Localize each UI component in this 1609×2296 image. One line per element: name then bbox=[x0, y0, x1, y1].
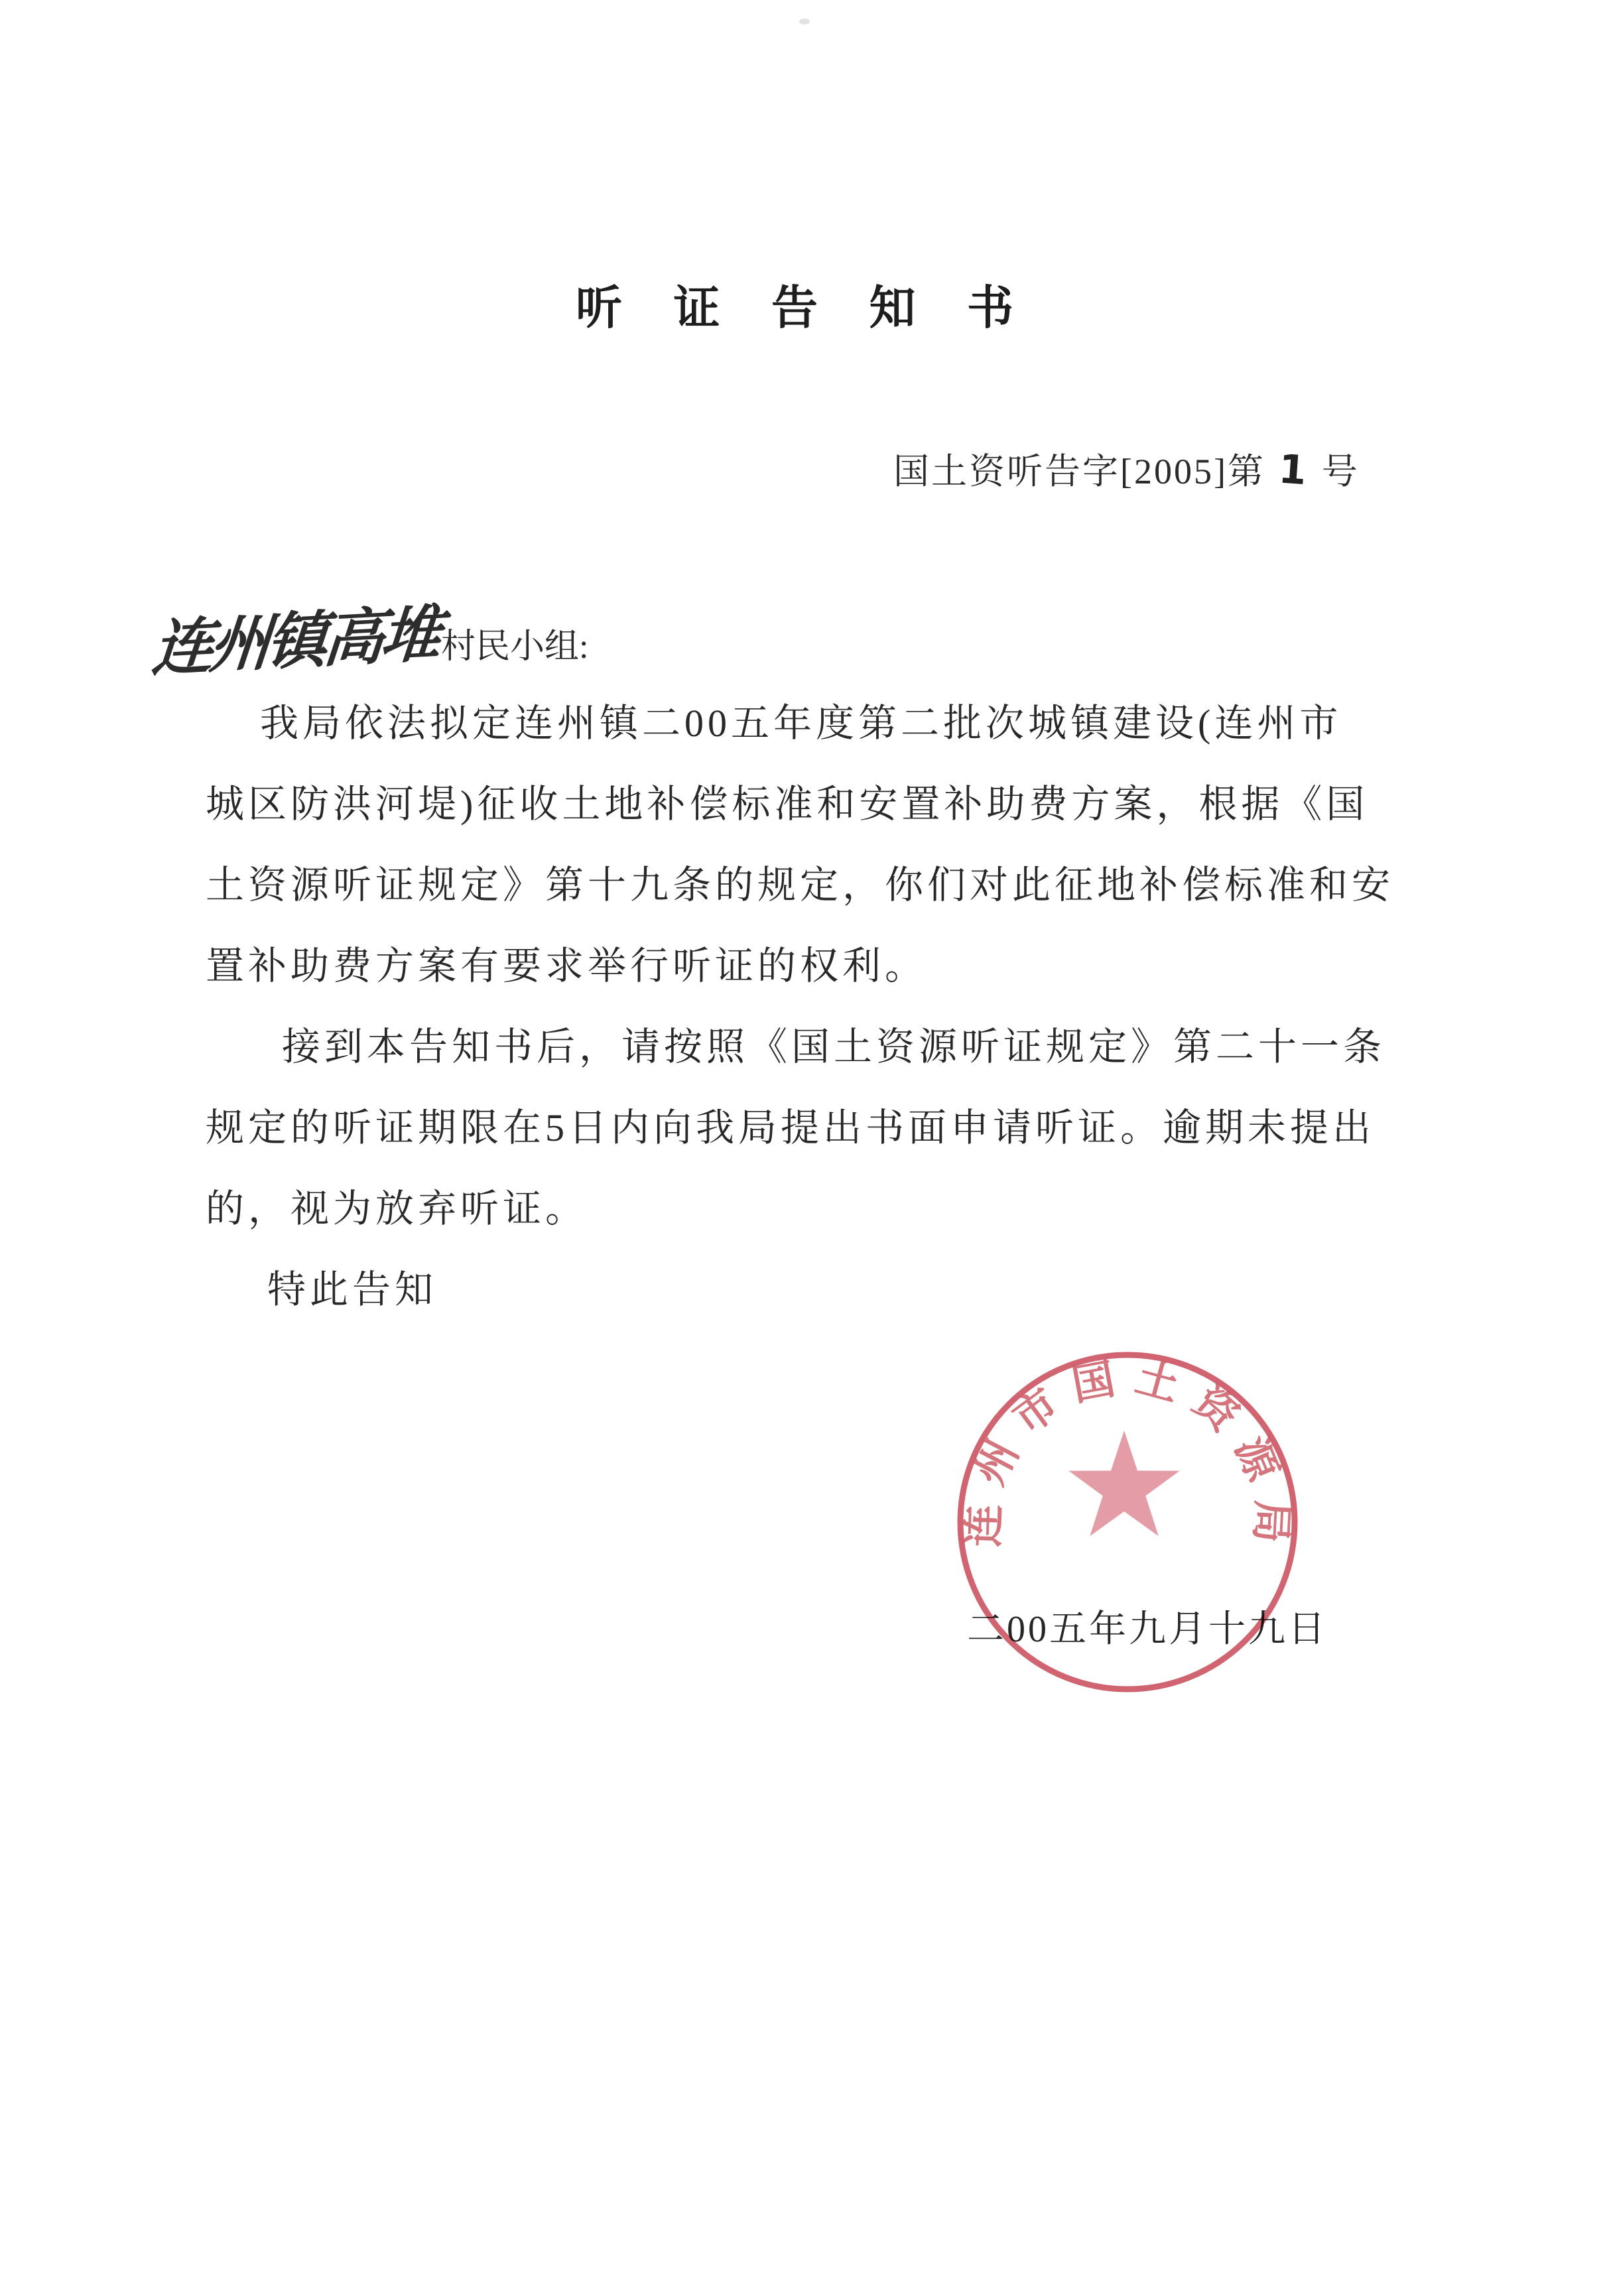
body-line: 城区防洪河堤)征收土地补偿标准和安置补助费方案，根据《国 bbox=[206, 783, 1369, 826]
doc-number-handwritten-digit: 1 bbox=[1277, 446, 1311, 495]
body-line: 土资源听证规定》第十九条的规定，你们对此征地补偿标准和安 bbox=[206, 863, 1395, 907]
addressee-printed-suffix: 村民小组: bbox=[441, 628, 589, 666]
document-body bbox=[206, 683, 1406, 1330]
closing-line: 特此告知 bbox=[267, 1268, 438, 1311]
official-seal bbox=[935, 1330, 1320, 1714]
seal-text: 连州市国土资源局 bbox=[959, 1352, 1296, 1561]
addressee-handwritten-name: 连州镇高堆 bbox=[149, 600, 441, 683]
body-line: 的，视为放弃听证。 bbox=[206, 1187, 588, 1230]
scan-speck bbox=[799, 19, 810, 25]
body-line: 接到本告知书后，请按照《国土资源听证规定》第二十一条 bbox=[282, 1025, 1386, 1068]
document-date: 二00五年九月十九日 bbox=[967, 1609, 1328, 1650]
doc-number-prefix: 国土资听告字[2005]第 bbox=[893, 452, 1265, 491]
doc-number-suffix: 号 bbox=[1321, 452, 1360, 491]
page-title: 听 证 告 知 书 bbox=[576, 283, 1033, 334]
addressee-line bbox=[149, 600, 588, 688]
body-line: 我局依法拟定连州镇二00五年度第二批次城镇建设(连州市 bbox=[260, 702, 1342, 745]
document-number bbox=[893, 443, 1360, 494]
seal-star-icon bbox=[1068, 1431, 1179, 1536]
body-line: 规定的听证期限在5日内向我局提出书面申请听证。逾期未提出 bbox=[206, 1106, 1376, 1149]
body-line: 置补助费方案有要求举行听证的权利。 bbox=[206, 944, 928, 988]
